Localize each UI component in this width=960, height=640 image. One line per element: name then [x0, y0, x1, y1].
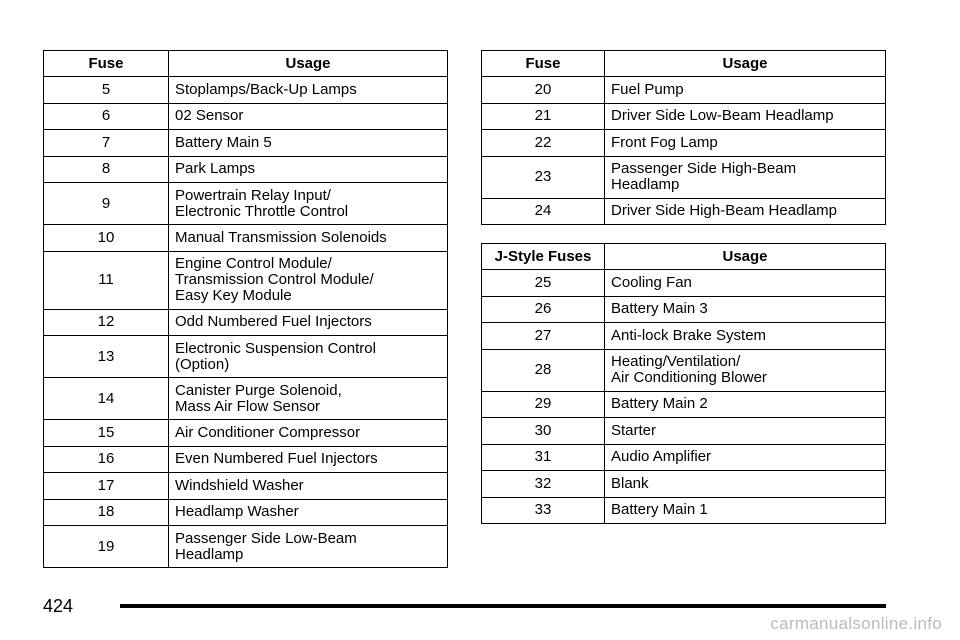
fuse-number: 29	[482, 391, 605, 418]
fuse-number: 7	[44, 130, 169, 157]
fuse-number: 21	[482, 103, 605, 130]
column-header-fuse: Fuse	[482, 51, 605, 77]
fuse-table-left	[43, 50, 448, 568]
table-row	[44, 336, 448, 378]
table-row	[44, 499, 448, 526]
table-row	[44, 103, 448, 130]
fuse-usage: Anti-lock Brake System	[605, 323, 886, 350]
fuse-number: 8	[44, 156, 169, 183]
page-number: 424	[43, 596, 74, 616]
fuse-usage: Canister Purge Solenoid, Mass Air Flow Sensor	[169, 378, 448, 420]
table-row	[44, 130, 448, 157]
table-row	[482, 471, 886, 498]
table-row	[482, 323, 886, 350]
fuse-usage: Air Conditioner Compressor	[169, 420, 448, 447]
table-row	[482, 349, 886, 391]
j-style-fuse-table	[481, 243, 886, 524]
fuse-number: 6	[44, 103, 169, 130]
fuse-number: 27	[482, 323, 605, 350]
fuse-usage: Driver Side Low-Beam Headlamp	[605, 103, 886, 130]
fuse-number: 11	[44, 251, 169, 309]
fuse-number: 5	[44, 77, 169, 104]
table-row	[482, 130, 886, 157]
table-row	[482, 391, 886, 418]
fuse-table-right	[481, 50, 886, 225]
column-header-fuse: Fuse	[44, 51, 169, 77]
table-row	[482, 444, 886, 471]
fuse-number: 15	[44, 420, 169, 447]
fuse-number: 24	[482, 198, 605, 225]
fuse-usage: Electronic Suspension Control (Option)	[169, 336, 448, 378]
fuse-usage: Even Numbered Fuel Injectors	[169, 446, 448, 473]
column-header-j-style-fuses: J-Style Fuses	[482, 244, 605, 270]
fuse-usage: Battery Main 2	[605, 391, 886, 418]
fuse-number: 28	[482, 349, 605, 391]
table-header-row	[482, 244, 886, 270]
fuse-usage: Front Fog Lamp	[605, 130, 886, 157]
footer-rule	[120, 604, 886, 608]
table-row	[44, 473, 448, 500]
fuse-number: 25	[482, 270, 605, 297]
fuse-usage: Audio Amplifier	[605, 444, 886, 471]
table-header-row	[482, 51, 886, 77]
fuse-number: 14	[44, 378, 169, 420]
table-row	[44, 446, 448, 473]
fuse-usage: Odd Numbered Fuel Injectors	[169, 309, 448, 336]
fuse-number: 17	[44, 473, 169, 500]
fuse-usage: Engine Control Module/ Transmission Control Module/ Easy Key Module	[169, 251, 448, 309]
fuse-number: 32	[482, 471, 605, 498]
fuse-usage: Blank	[605, 471, 886, 498]
fuse-number: 16	[44, 446, 169, 473]
fuse-number: 33	[482, 497, 605, 524]
table-row	[482, 77, 886, 104]
fuse-usage: Battery Main 1	[605, 497, 886, 524]
column-header-usage: Usage	[169, 51, 448, 77]
fuse-usage: Windshield Washer	[169, 473, 448, 500]
fuse-number: 23	[482, 156, 605, 198]
fuse-usage: Passenger Side High-Beam Headlamp	[605, 156, 886, 198]
fuse-number: 19	[44, 526, 169, 568]
column-header-usage: Usage	[605, 51, 886, 77]
table-row	[482, 270, 886, 297]
fuse-usage: Passenger Side Low-Beam Headlamp	[169, 526, 448, 568]
fuse-usage: Driver Side High-Beam Headlamp	[605, 198, 886, 225]
fuse-usage: Fuel Pump	[605, 77, 886, 104]
table-row	[482, 418, 886, 445]
fuse-number: 30	[482, 418, 605, 445]
table-row	[44, 420, 448, 447]
table-row	[44, 225, 448, 252]
table-row	[482, 497, 886, 524]
fuse-number: 9	[44, 183, 169, 225]
fuse-usage: Powertrain Relay Input/ Electronic Throttle Control	[169, 183, 448, 225]
fuse-usage: Heating/Ventilation/ Air Conditioning Blower	[605, 349, 886, 391]
fuse-usage: Park Lamps	[169, 156, 448, 183]
fuse-number: 22	[482, 130, 605, 157]
table-row	[44, 526, 448, 568]
fuse-number: 18	[44, 499, 169, 526]
fuse-usage: Battery Main 5	[169, 130, 448, 157]
table-row	[482, 156, 886, 198]
fuse-usage: Stoplamps/Back-Up Lamps	[169, 77, 448, 104]
watermark-text: carmanualsonline.info	[770, 614, 942, 633]
table-row	[44, 183, 448, 225]
table-row	[44, 378, 448, 420]
fuse-number: 12	[44, 309, 169, 336]
fuse-number: 13	[44, 336, 169, 378]
table-row	[482, 198, 886, 225]
table-row	[44, 156, 448, 183]
table-row	[44, 77, 448, 104]
fuse-usage: Cooling Fan	[605, 270, 886, 297]
table-row	[44, 309, 448, 336]
fuse-usage: Starter	[605, 418, 886, 445]
table-header-row	[44, 51, 448, 77]
fuse-usage: Headlamp Washer	[169, 499, 448, 526]
table-row	[482, 296, 886, 323]
fuse-usage: Manual Transmission Solenoids	[169, 225, 448, 252]
fuse-number: 10	[44, 225, 169, 252]
fuse-number: 26	[482, 296, 605, 323]
table-row	[482, 103, 886, 130]
table-row	[44, 251, 448, 309]
fuse-number: 20	[482, 77, 605, 104]
fuse-number: 31	[482, 444, 605, 471]
fuse-usage: 02 Sensor	[169, 103, 448, 130]
column-header-usage: Usage	[605, 244, 886, 270]
fuse-usage: Battery Main 3	[605, 296, 886, 323]
